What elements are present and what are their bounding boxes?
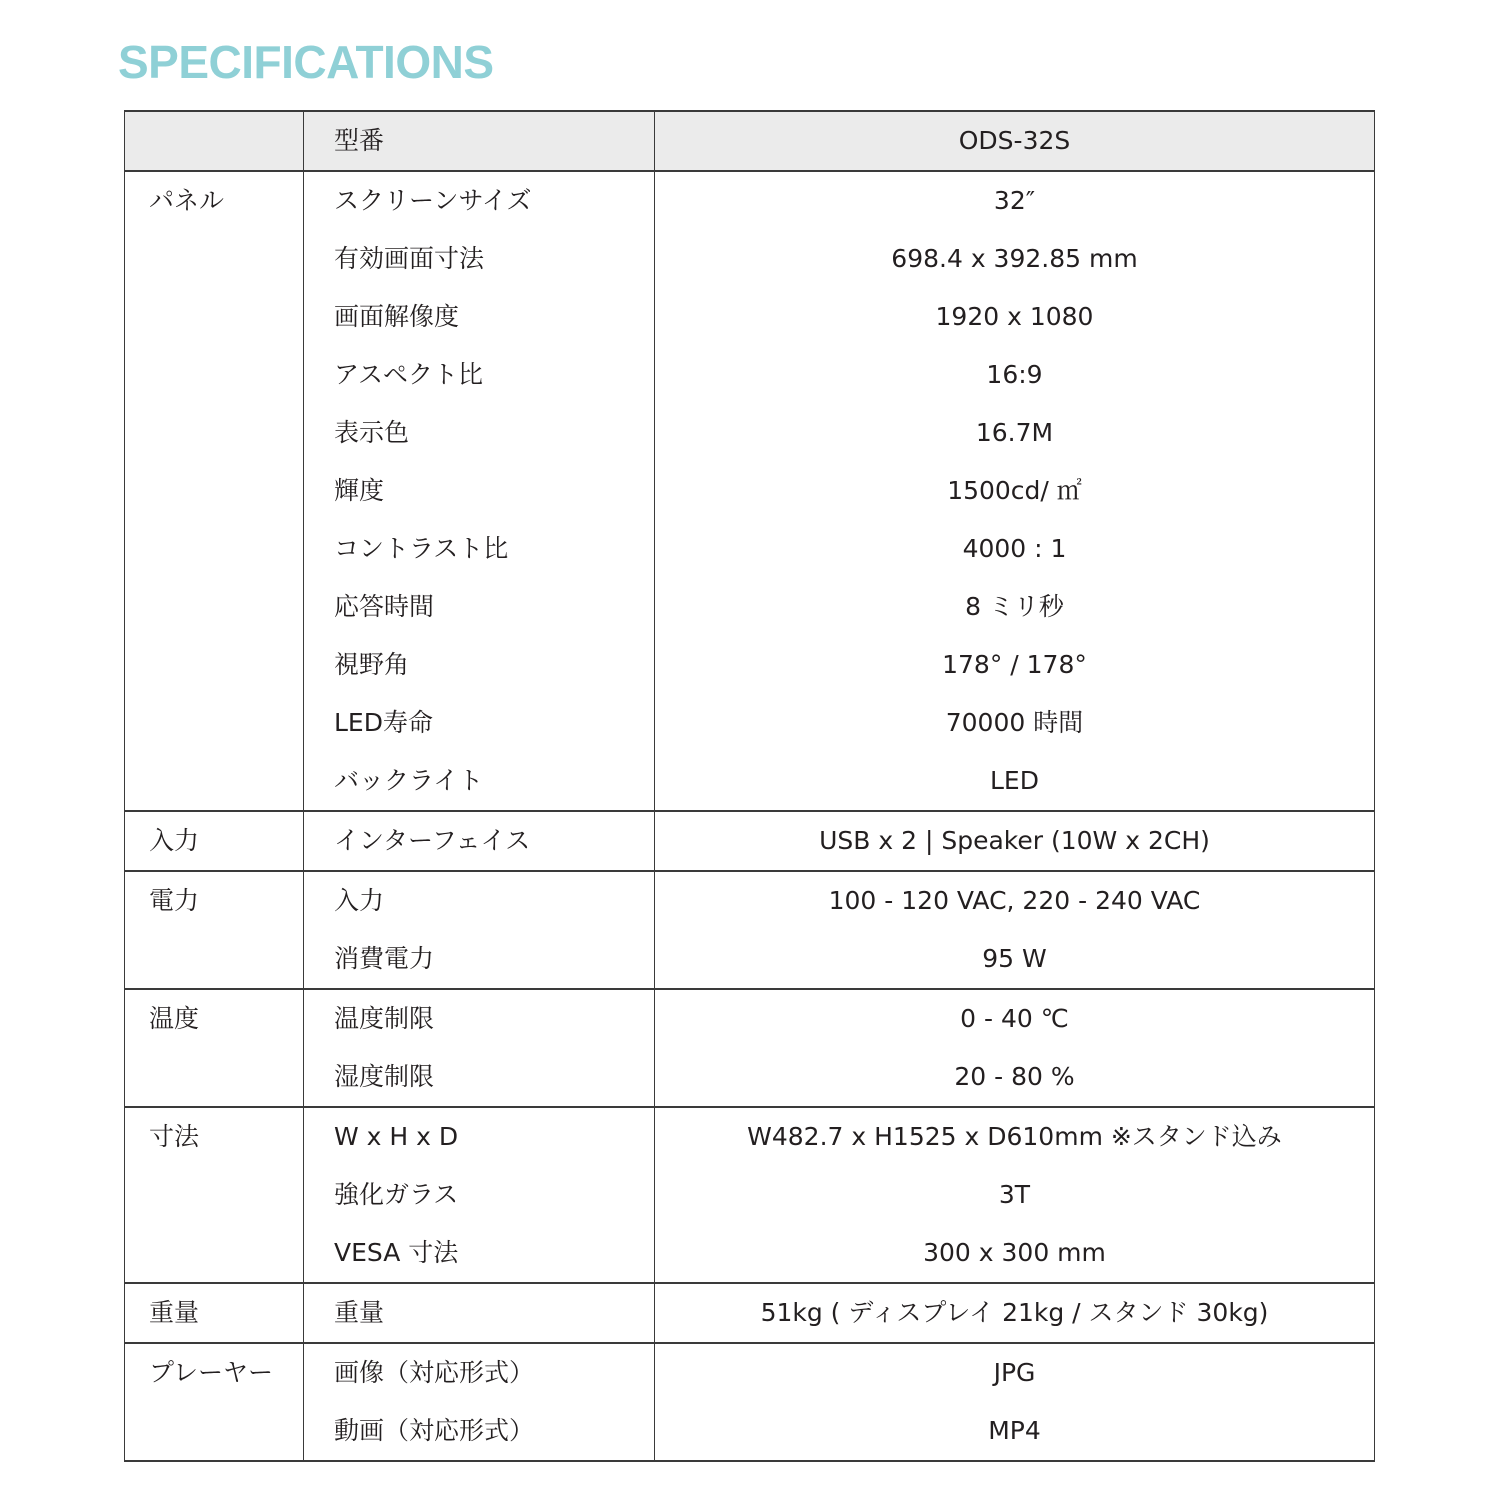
spec-item-value: 16.7M: [655, 404, 1375, 462]
spec-row: [125, 636, 1375, 694]
spec-item-label: 視野角: [304, 636, 655, 694]
spec-row: [125, 1107, 1375, 1166]
spec-item-label: インターフェイス: [304, 811, 655, 871]
spec-item-value: LED: [655, 752, 1375, 811]
spec-row: [125, 752, 1375, 811]
spec-item-value: 16:9: [655, 346, 1375, 404]
spec-item-value: 0 - 40 ℃: [655, 989, 1375, 1048]
spec-row: [125, 1402, 1375, 1461]
spec-row: [125, 404, 1375, 462]
spec-row: [125, 1048, 1375, 1107]
spec-row: [125, 930, 1375, 989]
spec-item-value: 51kg ( ディスプレイ 21kg / スタンド 30kg): [655, 1283, 1375, 1343]
spec-item-value: 100 - 120 VAC, 220 - 240 VAC: [655, 871, 1375, 930]
spec-row: [125, 288, 1375, 346]
spec-item-value: 1500cd/ ㎡: [655, 462, 1375, 520]
spec-item-label: 動画（対応形式）: [304, 1402, 655, 1461]
spec-row: [125, 1166, 1375, 1224]
spec-row: [125, 694, 1375, 752]
spec-category: プレーヤー: [125, 1343, 304, 1461]
spec-group: [125, 1283, 1375, 1343]
spec-category: 電力: [125, 871, 304, 989]
spec-item-value: 300 x 300 mm: [655, 1224, 1375, 1283]
header-model-label: 型番: [304, 111, 655, 171]
spec-item-label: 重量: [304, 1283, 655, 1343]
spec-item-value: 698.4 x 392.85 mm: [655, 230, 1375, 288]
spec-row: [125, 989, 1375, 1048]
spec-row: [125, 230, 1375, 288]
spec-group: [125, 811, 1375, 871]
spec-item-value: 3T: [655, 1166, 1375, 1224]
spec-item-label: コントラスト比: [304, 520, 655, 578]
spec-table: [124, 110, 1375, 1462]
spec-header-row: [125, 111, 1375, 171]
spec-item-value: 178° / 178°: [655, 636, 1375, 694]
header-category-cell: [125, 111, 304, 171]
spec-item-value: 32″: [655, 171, 1375, 230]
spec-item-label: 強化ガラス: [304, 1166, 655, 1224]
spec-item-value: 70000 時間: [655, 694, 1375, 752]
spec-category: 温度: [125, 989, 304, 1107]
spec-row: [125, 871, 1375, 930]
spec-item-label: 表示色: [304, 404, 655, 462]
spec-item-value: USB x 2 | Speaker (10W x 2CH): [655, 811, 1375, 871]
spec-row: [125, 520, 1375, 578]
spec-item-value: JPG: [655, 1343, 1375, 1402]
spec-row: [125, 462, 1375, 520]
spec-item-value: MP4: [655, 1402, 1375, 1461]
spec-item-label: 消費電力: [304, 930, 655, 989]
spec-item-label: W x H x D: [304, 1107, 655, 1166]
spec-row: [125, 171, 1375, 230]
spec-group: [125, 171, 1375, 811]
spec-item-label: 温度制限: [304, 989, 655, 1048]
spec-category: 重量: [125, 1283, 304, 1343]
spec-item-label: スクリーンサイズ: [304, 171, 655, 230]
spec-item-label: アスペクト比: [304, 346, 655, 404]
spec-item-label: LED寿命: [304, 694, 655, 752]
spec-row: [125, 346, 1375, 404]
spec-item-value: 20 - 80 %: [655, 1048, 1375, 1107]
spec-category: パネル: [125, 171, 304, 811]
spec-item-label: 応答時間: [304, 578, 655, 636]
spec-item-label: 湿度制限: [304, 1048, 655, 1107]
spec-item-value: 95 W: [655, 930, 1375, 989]
spec-item-value: W482.7 x H1525 x D610mm ※スタンド込み: [655, 1107, 1375, 1166]
spec-row: [125, 1283, 1375, 1343]
spec-group: [125, 1343, 1375, 1461]
spec-row: [125, 1343, 1375, 1402]
spec-item-value: 4000 : 1: [655, 520, 1375, 578]
spec-row: [125, 1224, 1375, 1283]
spec-item-label: 入力: [304, 871, 655, 930]
spec-item-value: 8 ミリ秒: [655, 578, 1375, 636]
spec-item-label: 画面解像度: [304, 288, 655, 346]
spec-item-label: 有効画面寸法: [304, 230, 655, 288]
spec-group: [125, 1107, 1375, 1283]
spec-item-label: バックライト: [304, 752, 655, 811]
spec-category: 入力: [125, 811, 304, 871]
spec-row: [125, 811, 1375, 871]
spec-group: [125, 989, 1375, 1107]
spec-group: [125, 871, 1375, 989]
header-model-value: ODS-32S: [655, 111, 1375, 171]
spec-item-label: 輝度: [304, 462, 655, 520]
spec-category: 寸法: [125, 1107, 304, 1283]
spec-item-value: 1920 x 1080: [655, 288, 1375, 346]
page-title: SPECIFICATIONS: [118, 36, 494, 88]
spec-item-label: 画像（対応形式）: [304, 1343, 655, 1402]
spec-item-label: VESA 寸法: [304, 1224, 655, 1283]
spec-row: [125, 578, 1375, 636]
